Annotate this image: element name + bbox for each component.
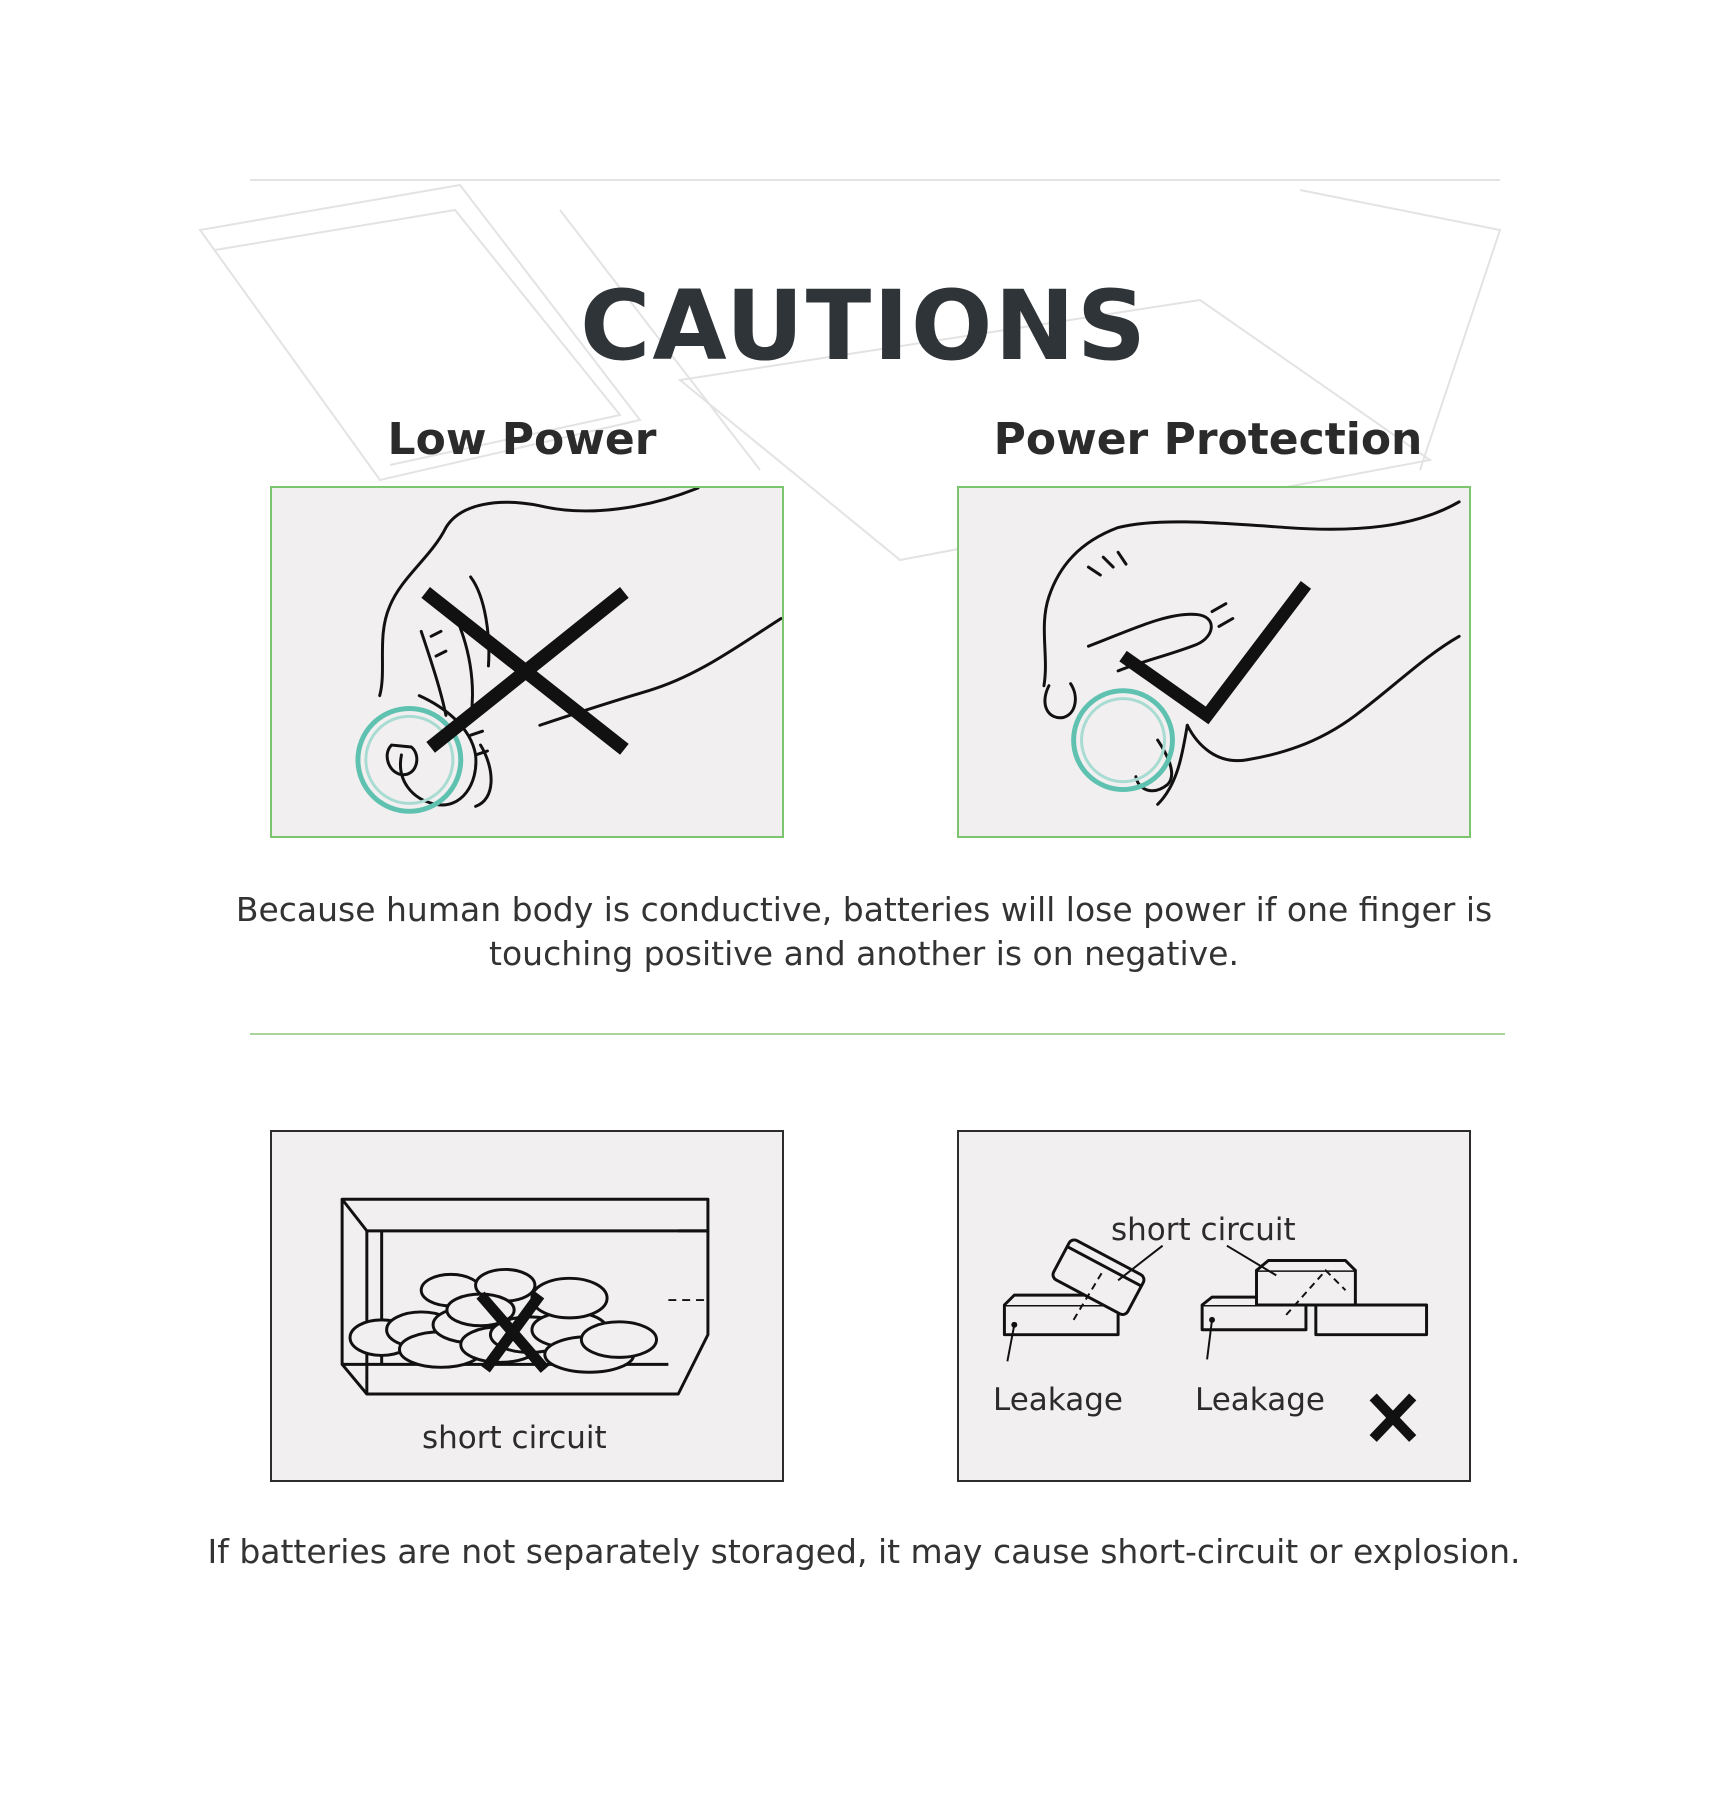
low-power-heading: Low Power (387, 414, 657, 465)
section-divider (250, 1033, 1505, 1035)
hand-holding-coin-correct-illustration (959, 488, 1469, 836)
power-protection-heading: Power Protection (993, 414, 1423, 465)
short-circuit-label: short circuit (422, 1420, 607, 1456)
stacked-cells-illustration (957, 1130, 1471, 1482)
low-power-caption: Because human body is conductive, batteries will lose power if one finger is touching positive and another is on negative. (235, 890, 1493, 973)
x-icon (1373, 1397, 1413, 1439)
check-icon (1123, 585, 1306, 716)
low-power-illustration (270, 486, 784, 838)
storage-caption: If batteries are not separately storaged, it may cause short-circuit or explosion. (207, 1532, 1521, 1571)
power-protection-illustration (957, 486, 1471, 838)
coin-cell (358, 708, 461, 811)
coins-in-box-illustration (270, 1130, 784, 1482)
leakage-label: Leakage (993, 1382, 1123, 1418)
x-icon (431, 597, 619, 745)
hand-holding-coin-wrong-illustration (272, 488, 782, 836)
stacked-button-cells-illustration (959, 1132, 1469, 1480)
leakage-label: Leakage (1195, 1382, 1325, 1418)
short-circuit-label: short circuit (1111, 1212, 1296, 1248)
page-title: CAUTIONS (579, 270, 1149, 382)
